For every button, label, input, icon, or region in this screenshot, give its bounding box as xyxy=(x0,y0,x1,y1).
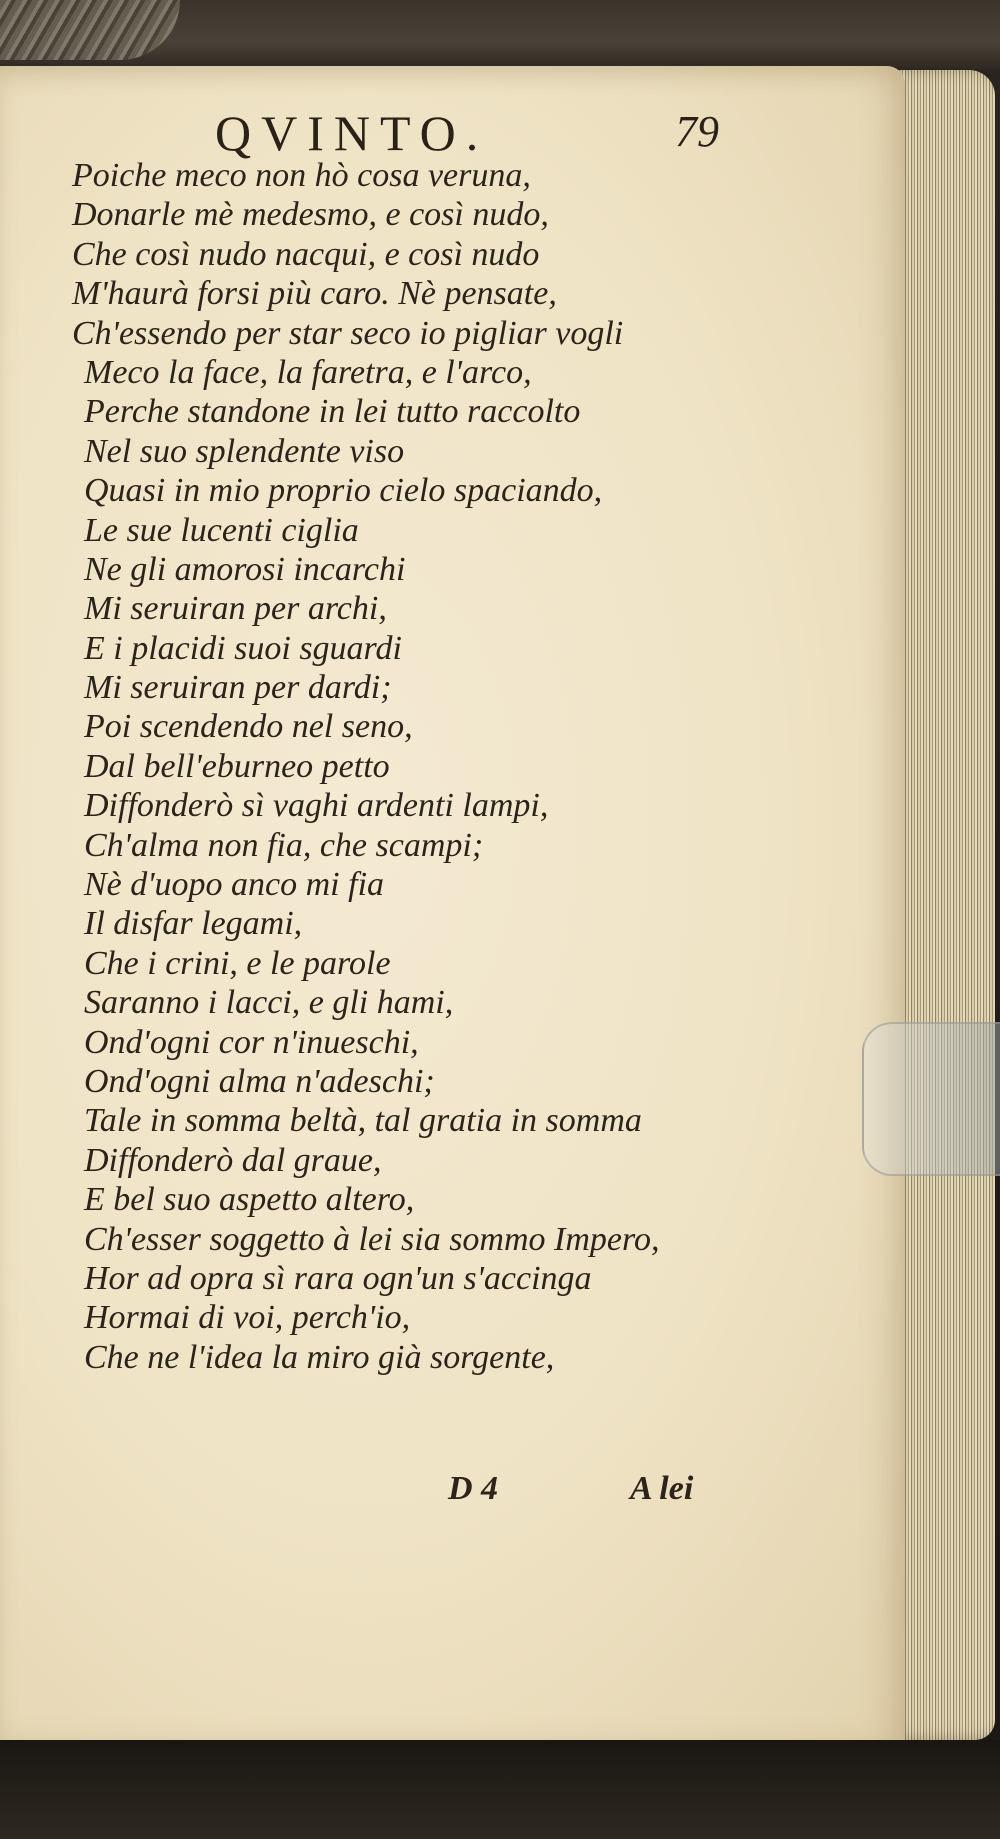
clip-clasp xyxy=(862,1022,1000,1176)
verse-line: Ond'ogni cor n'inueschi, xyxy=(84,1023,419,1061)
verse-line: Nè d'uopo anco mi fia xyxy=(84,866,385,904)
verse-line: Poiche meco non hò cosa veruna, xyxy=(72,157,531,194)
verse-line: Perche standone in lei tutto raccolto xyxy=(84,393,581,431)
verse-line: Il disfar legami, xyxy=(84,905,303,943)
verse-line: Che così nudo nacqui, e così nudo xyxy=(72,235,540,273)
verse-line: Che i crini, e le parole xyxy=(84,944,391,982)
running-header: QVINTO. xyxy=(215,105,489,161)
verse-line: Tale in somma beltà, tal gratia in somma xyxy=(84,1102,642,1140)
verse-line: Saranno i lacci, e gli hami, xyxy=(84,984,454,1022)
verse-line: Hor ad opra sì rara ogn'un s'accinga xyxy=(84,1259,592,1297)
verse-line: Diffonderò sì vaghi ardenti lampi, xyxy=(84,787,549,825)
verse-line: Ne gli amorosi incarchi xyxy=(84,550,406,588)
book-bottom-edge xyxy=(0,1740,1000,1839)
verse-line: Che ne l'idea la miro già sorgente, xyxy=(84,1338,555,1376)
verse-line: Diffonderò dal graue, xyxy=(84,1141,382,1179)
verse-line: E i placidi suoi sguardi xyxy=(84,629,402,667)
verse-line: Donarle mè medesmo, e così nudo, xyxy=(72,196,549,234)
catchword: A lei xyxy=(630,1470,694,1507)
verse-line: Meco la face, la faretra, e l'arco, xyxy=(84,353,532,391)
page-number: 79 xyxy=(675,107,719,156)
verse-lines xyxy=(72,156,659,1377)
verse-line: Ch'esser soggetto à lei sia sommo Impero, xyxy=(84,1220,660,1258)
verse-line: Poi scendendo nel seno, xyxy=(84,708,413,746)
verse-line: Hormai di voi, perch'io, xyxy=(84,1299,411,1337)
verse-line: Nel suo splendente viso xyxy=(84,432,405,470)
book-page xyxy=(0,66,905,1746)
verse-line: Ch'essendo per star seco io pigliar vogli xyxy=(72,314,624,352)
verse-line: Le sue lucenti ciglia xyxy=(84,511,359,549)
verse-line: Dal bell'eburneo petto xyxy=(84,747,390,785)
verse-line: Ond'ogni alma n'adeschi; xyxy=(84,1062,435,1100)
page-text xyxy=(0,66,905,1746)
verse-line: M'haurà forsi più caro. Nè pensate, xyxy=(72,275,557,313)
verse-line: E bel suo aspetto altero, xyxy=(84,1181,415,1219)
verse-line: Mi seruiran per dardi; xyxy=(84,669,392,707)
verse-line: Ch'alma non fia, che scampi; xyxy=(84,826,484,864)
verse-line: Quasi in mio proprio cielo spaciando, xyxy=(84,472,603,510)
signature-mark: D 4 xyxy=(448,1470,499,1507)
verse-line: Mi seruiran per archi, xyxy=(84,590,387,628)
